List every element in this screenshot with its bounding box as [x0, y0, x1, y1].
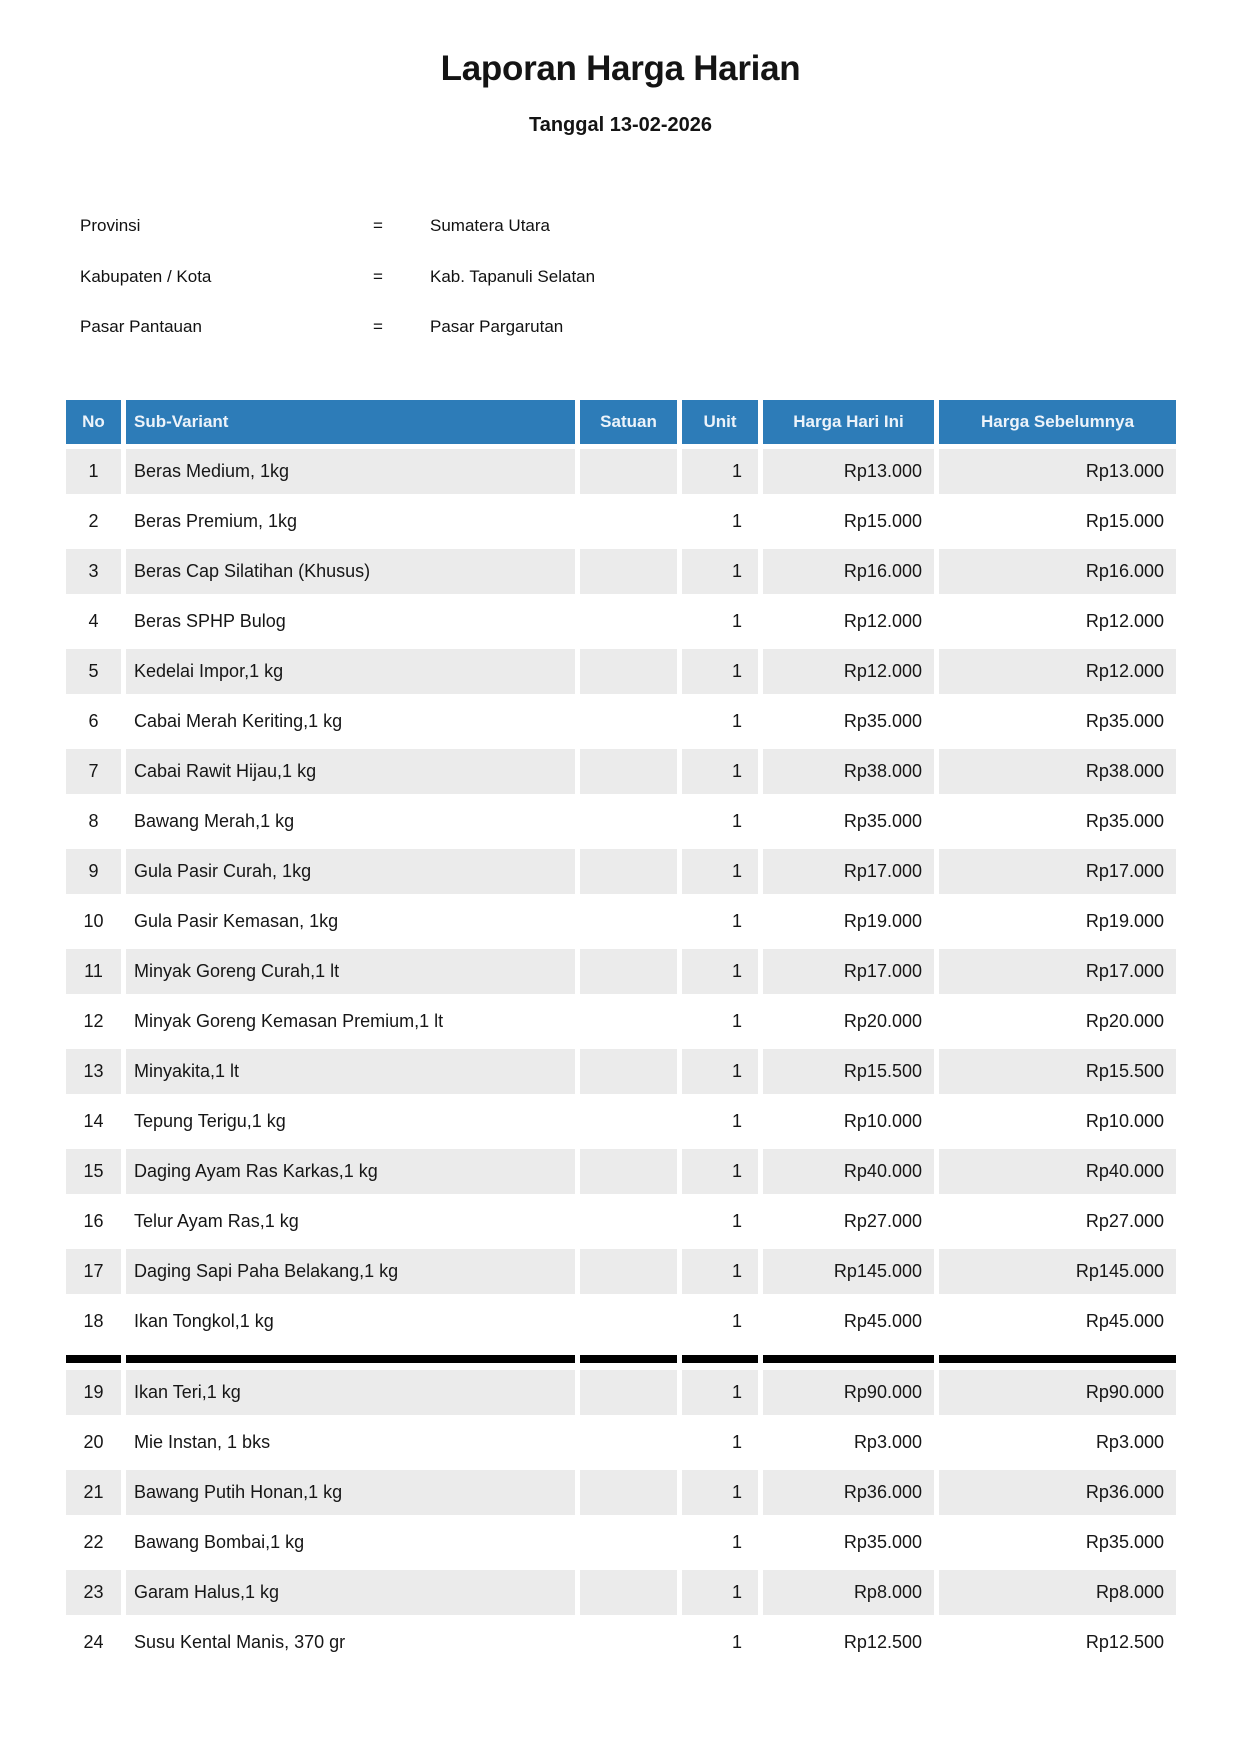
cell-satuan — [580, 1099, 677, 1144]
cell-satuan — [580, 599, 677, 644]
cell-unit: 1 — [731, 911, 742, 931]
cell-no: 14 — [83, 1111, 104, 1131]
cell-harga-hari-ini: Rp13.000 — [763, 449, 934, 494]
cell-satuan — [580, 1620, 677, 1665]
report-date: Tanggal 13-02-2026 — [528, 114, 713, 136]
cell-harga-hari-ini: Rp27.000 — [843, 1211, 922, 1231]
cell-unit: 1 — [731, 1211, 742, 1231]
cell-harga-sebelumnya: Rp3.000 — [1095, 1432, 1164, 1452]
cell-no: 18 — [83, 1311, 104, 1331]
cell-no: 4 — [88, 611, 99, 631]
page-break-line — [580, 1355, 677, 1363]
info-value: Pasar Pargarutan — [430, 317, 564, 336]
cell-no: 3 — [66, 549, 121, 594]
cell-harga-hari-ini: Rp15.000 — [843, 511, 922, 531]
info-value: Sumatera Utara — [430, 216, 550, 235]
cell-sub-variant: Daging Ayam Ras Karkas,1 kg — [126, 1149, 575, 1194]
cell-unit: 1 — [682, 1249, 758, 1294]
cell-no: 7 — [66, 749, 121, 794]
info-row-kabupaten — [80, 267, 1180, 287]
cell-unit: 1 — [731, 711, 742, 731]
info-label: Pasar Pantauan — [80, 317, 202, 336]
cell-satuan — [580, 1420, 677, 1465]
cell-sub-variant: Beras Medium, 1kg — [126, 449, 575, 494]
cell-unit: 1 — [682, 1370, 758, 1415]
cell-no: 8 — [88, 811, 99, 831]
cell-satuan — [580, 899, 677, 944]
page-title: Laporan Harga Harian — [440, 49, 801, 88]
cell-harga-hari-ini: Rp35.000 — [843, 811, 922, 831]
cell-unit: 1 — [682, 1049, 758, 1094]
cell-no: 12 — [83, 1011, 104, 1031]
cell-harga-sebelumnya: Rp15.000 — [1085, 511, 1164, 531]
cell-harga-hari-ini: Rp35.000 — [843, 711, 922, 731]
cell-satuan — [580, 1249, 677, 1294]
cell-satuan — [580, 1199, 677, 1244]
cell-no: 11 — [66, 949, 121, 994]
page-break-line — [682, 1355, 758, 1363]
cell-unit: 1 — [731, 1311, 742, 1331]
cell-harga-sebelumnya: Rp36.000 — [939, 1470, 1176, 1515]
cell-no: 9 — [66, 849, 121, 894]
cell-unit: 1 — [682, 849, 758, 894]
cell-no: 24 — [83, 1632, 104, 1652]
cell-harga-sebelumnya: Rp17.000 — [939, 949, 1176, 994]
cell-satuan — [580, 1470, 677, 1515]
equals-sign: = — [373, 317, 383, 336]
cell-sub-variant: Beras Cap Silatihan (Khusus) — [126, 549, 575, 594]
cell-no: 6 — [88, 711, 99, 731]
cell-harga-hari-ini: Rp38.000 — [763, 749, 934, 794]
cell-sub-variant: Gula Pasir Curah, 1kg — [126, 849, 575, 894]
cell-satuan — [580, 1370, 677, 1415]
cell-no: 22 — [83, 1532, 104, 1552]
cell-unit: 1 — [731, 511, 742, 531]
cell-harga-hari-ini: Rp90.000 — [763, 1370, 934, 1415]
cell-harga-sebelumnya: Rp35.000 — [1085, 811, 1164, 831]
cell-sub-variant: Bawang Putih Honan,1 kg — [126, 1470, 575, 1515]
cell-satuan — [580, 649, 677, 694]
cell-no: 17 — [66, 1249, 121, 1294]
cell-sub-variant: Ikan Teri,1 kg — [126, 1370, 575, 1415]
cell-unit: 1 — [682, 449, 758, 494]
cell-satuan — [580, 799, 677, 844]
cell-satuan — [580, 1299, 677, 1344]
cell-unit: 1 — [731, 1011, 742, 1031]
cell-satuan — [580, 499, 677, 544]
cell-harga-sebelumnya: Rp35.000 — [1085, 711, 1164, 731]
cell-unit: 1 — [731, 811, 742, 831]
info-row-pasar — [80, 317, 1180, 337]
cell-harga-sebelumnya: Rp12.500 — [1085, 1632, 1164, 1652]
info-value: Kab. Tapanuli Selatan — [430, 267, 596, 286]
price-table — [66, 400, 1176, 1665]
cell-harga-hari-ini: Rp12.000 — [843, 611, 922, 631]
cell-harga-sebelumnya: Rp15.500 — [939, 1049, 1176, 1094]
page-break-line — [763, 1355, 934, 1363]
cell-no: 15 — [66, 1149, 121, 1194]
cell-sub-variant: Mie Instan, 1 bks — [134, 1432, 271, 1452]
cell-harga-sebelumnya: Rp16.000 — [939, 549, 1176, 594]
cell-satuan — [580, 849, 677, 894]
cell-no: 19 — [66, 1370, 121, 1415]
info-label: Provinsi — [80, 216, 141, 235]
cell-harga-sebelumnya: Rp20.000 — [1085, 1011, 1164, 1031]
cell-harga-sebelumnya: Rp145.000 — [939, 1249, 1176, 1294]
cell-unit: 1 — [731, 1432, 742, 1452]
cell-sub-variant: Minyak Goreng Kemasan Premium,1 lt — [134, 1011, 444, 1031]
cell-sub-variant: Ikan Tongkol,1 kg — [134, 1311, 274, 1331]
cell-unit: 1 — [682, 1470, 758, 1515]
cell-no: 21 — [66, 1470, 121, 1515]
cell-unit: 1 — [731, 1532, 742, 1552]
info-label: Kabupaten / Kota — [80, 267, 212, 286]
cell-harga-sebelumnya: Rp10.000 — [1085, 1111, 1164, 1131]
cell-unit: 1 — [731, 611, 742, 631]
cell-harga-hari-ini: Rp35.000 — [843, 1532, 922, 1552]
cell-sub-variant: Beras Premium, 1kg — [134, 511, 298, 531]
cell-no: 1 — [66, 449, 121, 494]
cell-sub-variant: Gula Pasir Kemasan, 1kg — [134, 911, 339, 931]
cell-unit: 1 — [731, 1632, 742, 1652]
cell-unit: 1 — [682, 549, 758, 594]
cell-no: 16 — [83, 1211, 104, 1231]
cell-harga-sebelumnya: Rp12.000 — [1085, 611, 1164, 631]
cell-unit: 1 — [682, 1149, 758, 1194]
cell-harga-hari-ini: Rp45.000 — [843, 1311, 922, 1331]
cell-harga-sebelumnya: Rp12.000 — [939, 649, 1176, 694]
cell-satuan — [580, 1520, 677, 1565]
cell-harga-sebelumnya: Rp40.000 — [939, 1149, 1176, 1194]
cell-harga-sebelumnya: Rp90.000 — [939, 1370, 1176, 1415]
cell-harga-hari-ini: Rp12.500 — [843, 1632, 922, 1652]
cell-unit: 1 — [731, 1111, 742, 1131]
cell-no: 5 — [66, 649, 121, 694]
cell-sub-variant: Minyak Goreng Curah,1 lt — [126, 949, 575, 994]
cell-unit: 1 — [682, 949, 758, 994]
cell-unit: 1 — [682, 649, 758, 694]
page-break-line — [126, 1355, 575, 1363]
cell-satuan — [580, 1049, 677, 1094]
cell-harga-hari-ini: Rp20.000 — [843, 1011, 922, 1031]
cell-sub-variant: Bawang Bombai,1 kg — [134, 1532, 305, 1552]
cell-harga-sebelumnya: Rp8.000 — [939, 1570, 1176, 1615]
cell-sub-variant: Minyakita,1 lt — [126, 1049, 575, 1094]
cell-no: 10 — [83, 911, 104, 931]
page-break-line — [939, 1355, 1176, 1363]
cell-sub-variant: Beras SPHP Bulog — [134, 611, 286, 631]
cell-satuan — [580, 749, 677, 794]
cell-harga-sebelumnya: Rp13.000 — [939, 449, 1176, 494]
header-cell-harga-sebelumnya: Harga Sebelumnya — [939, 400, 1176, 444]
cell-harga-sebelumnya: Rp17.000 — [939, 849, 1176, 894]
cell-satuan — [580, 449, 677, 494]
header-cell-unit: Unit — [682, 400, 758, 444]
cell-sub-variant: Tepung Terigu,1 kg — [134, 1111, 286, 1131]
cell-satuan — [580, 949, 677, 994]
cell-harga-sebelumnya: Rp19.000 — [1085, 911, 1164, 931]
cell-unit: 1 — [682, 749, 758, 794]
cell-harga-sebelumnya: Rp38.000 — [939, 749, 1176, 794]
cell-harga-hari-ini: Rp36.000 — [763, 1470, 934, 1515]
equals-sign: = — [373, 216, 383, 235]
cell-sub-variant: Kedelai Impor,1 kg — [126, 649, 575, 694]
cell-satuan — [580, 999, 677, 1044]
cell-satuan — [580, 699, 677, 744]
cell-harga-hari-ini: Rp8.000 — [763, 1570, 934, 1615]
cell-sub-variant: Susu Kental Manis, 370 gr — [134, 1632, 346, 1652]
header-cell-no: No — [66, 400, 121, 444]
page-break-line — [66, 1355, 121, 1363]
cell-harga-hari-ini: Rp15.500 — [763, 1049, 934, 1094]
cell-sub-variant: Bawang Merah,1 kg — [134, 811, 295, 831]
cell-harga-hari-ini: Rp10.000 — [843, 1111, 922, 1131]
cell-harga-hari-ini: Rp145.000 — [763, 1249, 934, 1294]
cell-no: 2 — [88, 511, 99, 531]
header-cell-sub-variant: Sub-Variant — [126, 400, 575, 444]
cell-sub-variant: Cabai Merah Keriting,1 kg — [134, 711, 343, 731]
cell-harga-sebelumnya: Rp27.000 — [1085, 1211, 1164, 1231]
cell-sub-variant: Garam Halus,1 kg — [126, 1570, 575, 1615]
cell-sub-variant: Daging Sapi Paha Belakang,1 kg — [126, 1249, 575, 1294]
cell-harga-hari-ini: Rp16.000 — [763, 549, 934, 594]
cell-satuan — [580, 1149, 677, 1194]
cell-harga-hari-ini: Rp17.000 — [763, 849, 934, 894]
cell-no: 20 — [83, 1432, 104, 1452]
cell-harga-hari-ini: Rp19.000 — [843, 911, 922, 931]
header-cell-satuan: Satuan — [580, 400, 677, 444]
cell-no: 13 — [66, 1049, 121, 1094]
cell-unit: 1 — [682, 1570, 758, 1615]
cell-satuan — [580, 549, 677, 594]
cell-sub-variant: Telur Ayam Ras,1 kg — [134, 1211, 299, 1231]
cell-harga-hari-ini: Rp17.000 — [763, 949, 934, 994]
cell-satuan — [580, 1570, 677, 1615]
info-row-provinsi — [80, 216, 1180, 236]
cell-harga-sebelumnya: Rp45.000 — [1085, 1311, 1164, 1331]
header-cell-harga-hari-ini: Harga Hari Ini — [763, 400, 934, 444]
cell-harga-hari-ini: Rp3.000 — [853, 1432, 922, 1452]
cell-sub-variant: Cabai Rawit Hijau,1 kg — [126, 749, 575, 794]
cell-harga-hari-ini: Rp40.000 — [763, 1149, 934, 1194]
cell-harga-sebelumnya: Rp35.000 — [1085, 1532, 1164, 1552]
cell-harga-hari-ini: Rp12.000 — [763, 649, 934, 694]
equals-sign: = — [373, 267, 383, 286]
cell-no: 23 — [66, 1570, 121, 1615]
